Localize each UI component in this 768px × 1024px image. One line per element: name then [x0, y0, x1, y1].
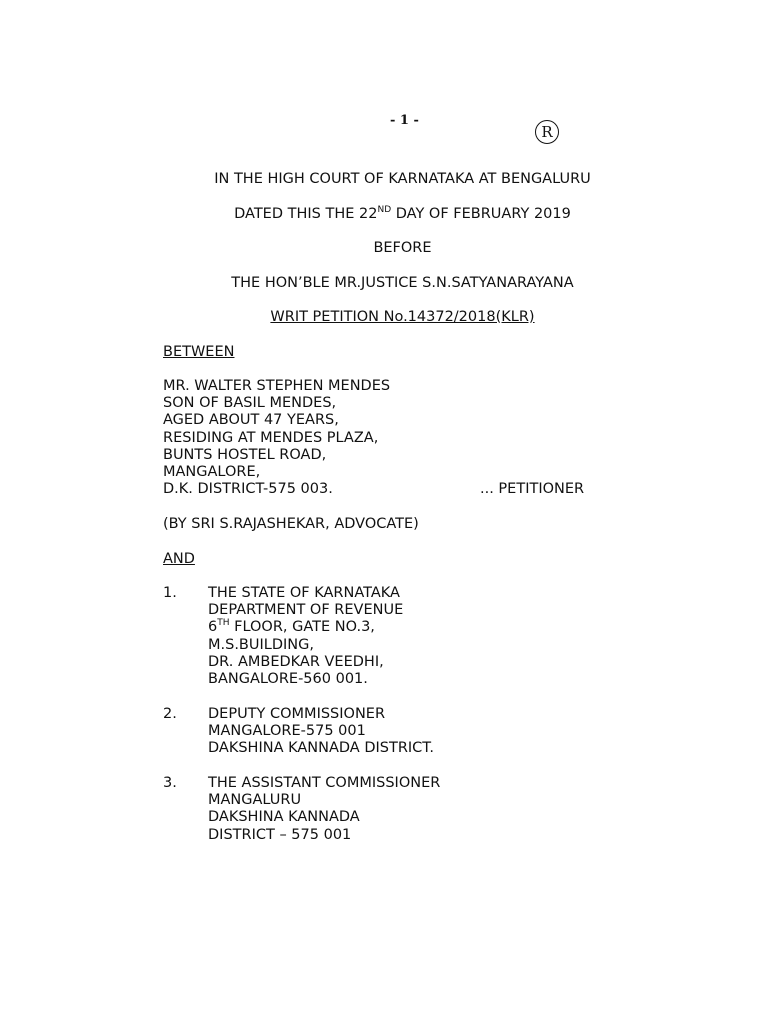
- respondent-2-address: [208, 706, 434, 758]
- respondent-line: DEPUTY COMMISSIONER: [208, 706, 386, 722]
- respondent-3-address: [208, 775, 440, 844]
- floor-prefix: 6: [208, 619, 218, 636]
- case-number-text: WRIT PETITION No.14372/2018(KLR): [270, 309, 535, 325]
- petitioner-line: RESIDING AT MENDES PLAZA,: [163, 429, 379, 446]
- petitioner-address: [163, 378, 390, 498]
- respondent-line: THE ASSISTANT COMMISSIONER: [208, 775, 441, 791]
- respondent-line: [208, 619, 403, 636]
- registered-mark-icon: R: [535, 120, 559, 144]
- floor-suffix: FLOOR, GATE NO.3,: [229, 619, 375, 636]
- case-number: [0, 309, 768, 325]
- respondent-1-address: [208, 585, 403, 688]
- respondent-line: M.S.BUILDING,: [208, 636, 314, 653]
- petitioner-line: MANGALORE,: [163, 463, 261, 480]
- dated-sup: ND: [377, 205, 392, 215]
- petitioner-counsel: (BY SRI S.RAJASHEKAR, ADVOCATE): [163, 516, 419, 532]
- dated-line: [0, 206, 768, 222]
- respondent-line: DAKSHINA KANNADA: [208, 809, 360, 826]
- before-label: BEFORE: [373, 240, 432, 256]
- respondent-number: 1.: [163, 585, 177, 601]
- respondent-line: BANGALORE-560 001.: [208, 670, 368, 687]
- respondent-number: 2.: [163, 706, 177, 722]
- judge-name: THE HON’BLE MR.JUSTICE S.N.SATYANARAYANA: [231, 275, 574, 291]
- petitioner-role: ... PETITIONER: [480, 481, 585, 497]
- petitioner-line: D.K. DISTRICT-575 003.: [163, 481, 333, 498]
- petitioner-line: SON OF BASIL MENDES,: [163, 395, 337, 412]
- respondent-number: 3.: [163, 775, 177, 791]
- court-title: IN THE HIGH COURT OF KARNATAKA AT BENGALURU: [214, 171, 591, 187]
- floor-sup: TH: [217, 618, 230, 629]
- respondent-line: DAKSHINA KANNADA DISTRICT.: [208, 740, 435, 757]
- and-label: AND: [163, 551, 195, 567]
- respondent-line: THE STATE OF KARNATAKA: [208, 585, 400, 601]
- respondent-line: DEPARTMENT OF REVENUE: [208, 602, 404, 619]
- petitioner-line: BUNTS HOSTEL ROAD,: [163, 446, 327, 463]
- dated-prefix: DATED THIS THE 22: [234, 206, 378, 222]
- respondent-line: DISTRICT – 575 001: [208, 826, 352, 843]
- dated-suffix: DAY OF FEBRUARY 2019: [391, 206, 571, 222]
- respondent-line: MANGALORE-575 001: [208, 723, 366, 740]
- petitioner-line: MR. WALTER STEPHEN MENDES: [163, 378, 391, 394]
- respondent-line: MANGALURU: [208, 792, 302, 809]
- page-number: - 1 -: [390, 113, 419, 128]
- between-label: BETWEEN: [163, 344, 235, 360]
- respondent-line: DR. AMBEDKAR VEEDHI,: [208, 653, 384, 670]
- petitioner-line: AGED ABOUT 47 YEARS,: [163, 412, 339, 429]
